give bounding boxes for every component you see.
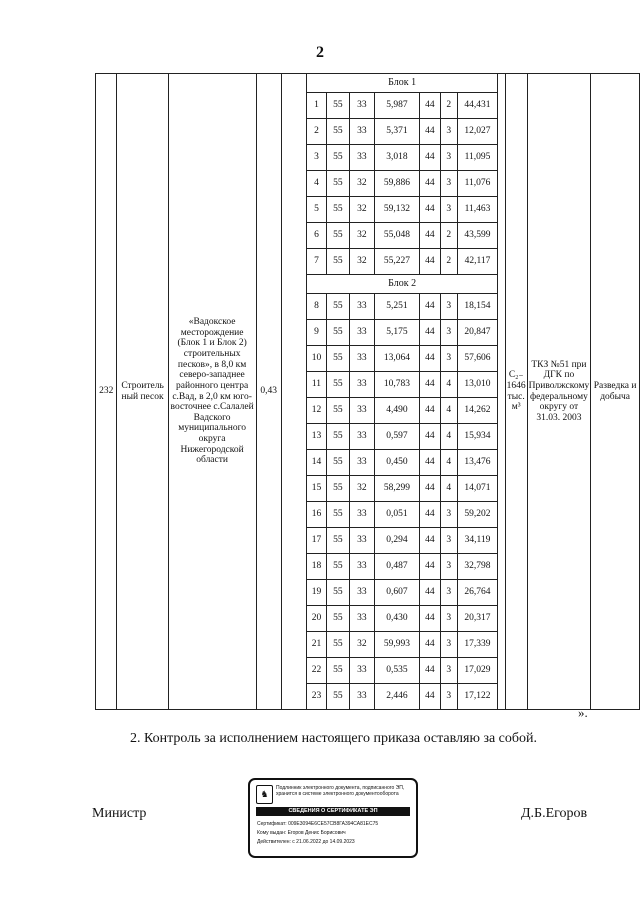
lon-min: 3 [440,171,457,197]
lat-min: 33 [349,346,374,372]
lat-deg: 55 [326,320,349,346]
lat-min: 33 [349,450,374,476]
lon-min: 3 [440,684,457,710]
lon-min: 4 [440,424,457,450]
lon-sec: 57,606 [457,346,498,372]
category-cell: C₂₋ 1646 тыс. м³ [505,74,527,710]
lon-deg: 44 [419,320,440,346]
lat-sec: 4,490 [375,398,420,424]
lon-min: 2 [440,93,457,119]
lon-deg: 44 [419,372,440,398]
point-number: 6 [306,223,326,249]
point-number: 13 [306,424,326,450]
lat-sec: 0,430 [375,606,420,632]
lon-sec: 11,463 [457,197,498,223]
lon-deg: 44 [419,93,440,119]
lon-min: 4 [440,398,457,424]
lat-min: 32 [349,197,374,223]
stamp-title: СВЕДЕНИЯ О СЕРТИФИКАТЕ ЭП [256,807,410,816]
lon-min: 3 [440,554,457,580]
lon-min: 4 [440,450,457,476]
lat-min: 33 [349,320,374,346]
lon-deg: 44 [419,684,440,710]
lon-min: 3 [440,606,457,632]
lat-sec: 0,535 [375,658,420,684]
lon-deg: 44 [419,606,440,632]
point-number: 1 [306,93,326,119]
lon-deg: 44 [419,580,440,606]
lon-deg: 44 [419,450,440,476]
lon-deg: 44 [419,346,440,372]
certificate-owner: Кому выдан: Егоров Денис Борисович [257,830,346,836]
lat-min: 33 [349,93,374,119]
quote-end: ». [578,705,588,720]
lat-deg: 55 [326,93,349,119]
lat-deg: 55 [326,372,349,398]
point-number: 18 [306,554,326,580]
point-number: 19 [306,580,326,606]
lat-min: 32 [349,249,374,275]
lon-sec: 42,117 [457,249,498,275]
lat-deg: 55 [326,171,349,197]
lon-sec: 59,202 [457,502,498,528]
lon-deg: 44 [419,424,440,450]
point-number: 7 [306,249,326,275]
lat-deg: 55 [326,197,349,223]
lat-deg: 55 [326,346,349,372]
lon-sec: 26,764 [457,580,498,606]
lat-min: 33 [349,684,374,710]
stamp-notice: Подлинник электронного документа, подписанного ЭП, хранится в системе электронного документооборота [276,785,405,798]
lat-sec: 0,294 [375,528,420,554]
lon-min: 3 [440,320,457,346]
lat-sec: 5,371 [375,119,420,145]
lat-sec: 58,299 [375,476,420,502]
lon-min: 3 [440,346,457,372]
lon-sec: 15,934 [457,424,498,450]
point-number: 12 [306,398,326,424]
lon-sec: 44,431 [457,93,498,119]
lon-sec: 14,071 [457,476,498,502]
use-type-cell: Разведка и добыча [591,74,640,710]
point-number: 16 [306,502,326,528]
certificate-validity: Действителен: с 21.06.2022 до 14.09.2023 [257,839,355,845]
lat-min: 33 [349,528,374,554]
lon-sec: 13,476 [457,450,498,476]
point-number: 14 [306,450,326,476]
lon-sec: 32,798 [457,554,498,580]
lat-deg: 55 [326,632,349,658]
lat-min: 33 [349,119,374,145]
row-number-cell: 232 [96,74,117,710]
lat-min: 33 [349,294,374,320]
lat-min: 32 [349,223,374,249]
item-2-text: 2. Контроль за исполнением настоящего приказа оставляю за собой. [130,731,538,746]
point-number: 21 [306,632,326,658]
lon-deg: 44 [419,171,440,197]
lat-min: 33 [349,554,374,580]
point-number: 15 [306,476,326,502]
lat-sec: 59,132 [375,197,420,223]
lon-sec: 11,095 [457,145,498,171]
point-number: 5 [306,197,326,223]
lat-deg: 55 [326,119,349,145]
lon-deg: 44 [419,249,440,275]
lon-deg: 44 [419,658,440,684]
spacer-cell [498,74,505,710]
point-number: 17 [306,528,326,554]
point-number: 8 [306,294,326,320]
lon-sec: 17,122 [457,684,498,710]
lon-sec: 11,076 [457,171,498,197]
lat-deg: 55 [326,249,349,275]
lat-sec: 0,597 [375,424,420,450]
lon-deg: 44 [419,528,440,554]
lon-min: 3 [440,119,457,145]
point-number: 20 [306,606,326,632]
lat-deg: 55 [326,554,349,580]
lon-min: 2 [440,223,457,249]
location-cell: «Вадокское месторождение (Блок 1 и Блок 2) строительных песков», в 8,0 км северо-западнее районного центра с.Вад, в 2,0 км юго-восточнее с.Салалей Вадского муниципального округа Нижегородской области [168,74,256,710]
lat-deg: 55 [326,424,349,450]
lat-deg: 55 [326,145,349,171]
lat-sec: 3,018 [375,145,420,171]
lat-sec: 55,048 [375,223,420,249]
lat-sec: 0,051 [375,502,420,528]
electronic-signature-stamp [248,778,418,858]
lat-deg: 55 [326,476,349,502]
lat-deg: 55 [326,223,349,249]
lon-deg: 44 [419,145,440,171]
point-number: 10 [306,346,326,372]
lat-min: 32 [349,476,374,502]
lon-min: 2 [440,249,457,275]
lat-deg: 55 [326,684,349,710]
coat-of-arms-icon: ♞ [256,785,273,804]
signer-name: Д.Б.Егоров [521,806,588,821]
lat-sec: 0,487 [375,554,420,580]
lon-deg: 44 [419,554,440,580]
lat-sec: 5,175 [375,320,420,346]
lon-sec: 12,027 [457,119,498,145]
lon-min: 3 [440,145,457,171]
block-1-title: Блок 1 [306,74,497,93]
spacer-cell [281,74,306,710]
certificate-number: Сертификат: 009Е3094Е6СЕ57СВ8ГА394СА81ЕС75 [257,821,379,827]
lat-deg: 55 [326,658,349,684]
lon-min: 3 [440,580,457,606]
lat-min: 33 [349,658,374,684]
lat-min: 32 [349,632,374,658]
lon-min: 4 [440,372,457,398]
lat-deg: 55 [326,502,349,528]
lat-sec: 55,227 [375,249,420,275]
lon-sec: 43,599 [457,223,498,249]
lat-sec: 0,607 [375,580,420,606]
lon-min: 3 [440,197,457,223]
page-number: 2 [316,44,324,61]
protocol-cell: ТКЗ №51 при ДГК по Приволжскому федеральному округу от 31.03. 2003 [527,74,591,710]
lat-sec: 5,251 [375,294,420,320]
point-number: 4 [306,171,326,197]
lat-sec: 13,064 [375,346,420,372]
lon-sec: 34,119 [457,528,498,554]
lon-deg: 44 [419,476,440,502]
lon-deg: 44 [419,294,440,320]
lon-sec: 14,262 [457,398,498,424]
lon-min: 3 [440,528,457,554]
point-number: 9 [306,320,326,346]
lat-deg: 55 [326,294,349,320]
lat-min: 33 [349,398,374,424]
lon-sec: 20,847 [457,320,498,346]
lon-sec: 20,317 [457,606,498,632]
lat-deg: 55 [326,398,349,424]
lat-deg: 55 [326,528,349,554]
lat-min: 33 [349,145,374,171]
lon-deg: 44 [419,632,440,658]
mineral-cell: Строитель ный песок [117,74,168,710]
lat-deg: 55 [326,580,349,606]
lon-min: 3 [440,632,457,658]
lat-min: 32 [349,171,374,197]
lat-min: 33 [349,372,374,398]
lon-min: 3 [440,294,457,320]
lat-sec: 0,450 [375,450,420,476]
lat-deg: 55 [326,606,349,632]
block-2-title: Блок 2 [306,275,497,294]
area-cell: 0,43 [256,74,281,710]
lon-sec: 17,339 [457,632,498,658]
lat-sec: 59,993 [375,632,420,658]
point-number: 11 [306,372,326,398]
lat-sec: 59,886 [375,171,420,197]
lon-deg: 44 [419,223,440,249]
lat-sec: 5,987 [375,93,420,119]
lat-min: 33 [349,580,374,606]
lon-deg: 44 [419,197,440,223]
lat-min: 33 [349,606,374,632]
point-number: 3 [306,145,326,171]
lon-min: 3 [440,658,457,684]
deposits-table [95,73,640,710]
lon-sec: 13,010 [457,372,498,398]
lon-deg: 44 [419,502,440,528]
lat-min: 33 [349,502,374,528]
lat-min: 33 [349,424,374,450]
lat-sec: 10,783 [375,372,420,398]
lat-sec: 2,446 [375,684,420,710]
lon-min: 4 [440,476,457,502]
point-number: 23 [306,684,326,710]
lon-deg: 44 [419,119,440,145]
lon-sec: 18,154 [457,294,498,320]
block-1-header-row [96,74,640,93]
lon-min: 3 [440,502,457,528]
lat-deg: 55 [326,450,349,476]
lon-sec: 17,029 [457,658,498,684]
point-number: 22 [306,658,326,684]
signer-position: Министр [92,806,147,821]
lon-deg: 44 [419,398,440,424]
point-number: 2 [306,119,326,145]
